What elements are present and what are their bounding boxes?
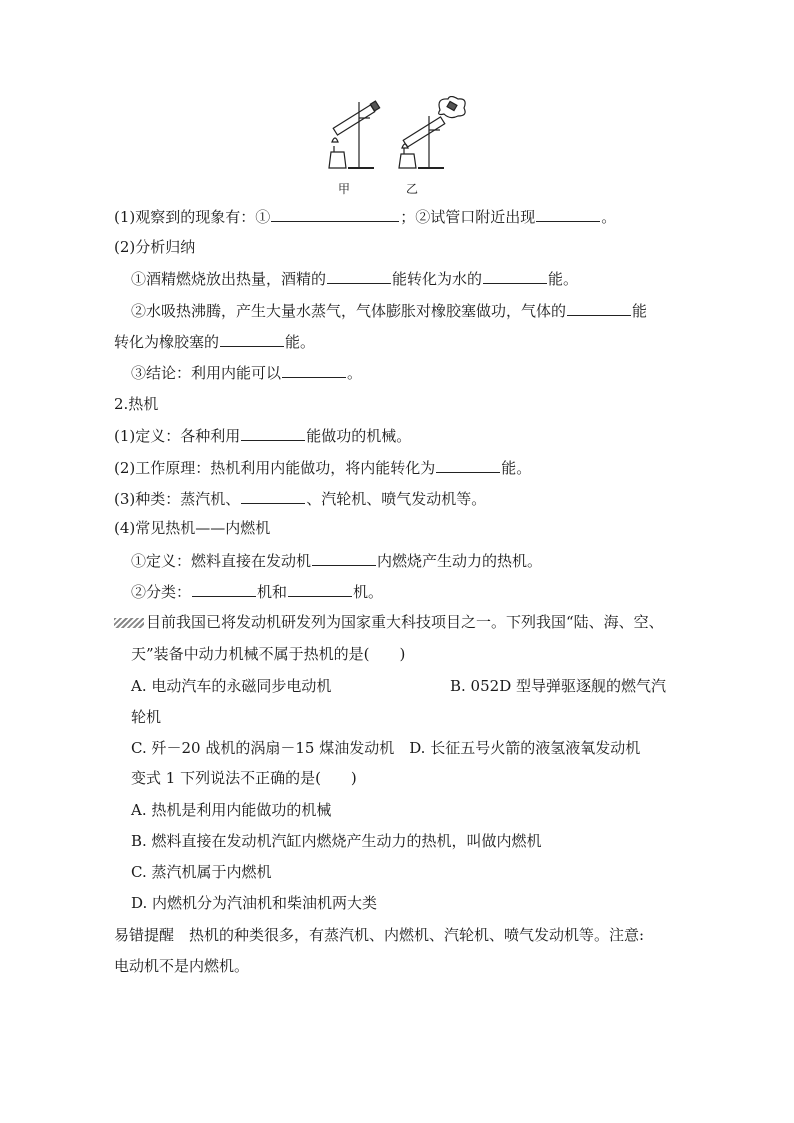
line-1 bbox=[114, 237, 195, 257]
answer-blank[interactable] bbox=[536, 206, 600, 222]
caption-jia: 甲 bbox=[338, 182, 351, 196]
apparatus-jia bbox=[329, 101, 380, 168]
example-tag-icon bbox=[114, 618, 144, 628]
line-19 bbox=[131, 768, 357, 788]
answer-blank[interactable] bbox=[241, 425, 305, 441]
line-text: 。 bbox=[601, 208, 617, 226]
apparatus-illustration bbox=[322, 96, 472, 178]
answer-blank[interactable] bbox=[241, 488, 305, 504]
line-text: ①定义：燃料直接在发动机 bbox=[131, 552, 312, 570]
line-5 bbox=[131, 362, 362, 383]
line-0 bbox=[114, 206, 616, 227]
line-text: 天”装备中动力机械不属于热机的是( ) bbox=[131, 645, 406, 663]
answer-blank[interactable] bbox=[282, 362, 346, 378]
line-text: B. 052D 型导弹驱逐舰的燃气汽 bbox=[450, 677, 666, 695]
line-text: 易错提醒 热机的种类很多，有蒸汽机、内燃机、汽轮机、喷气发动机等。注意: bbox=[114, 926, 645, 944]
line-22 bbox=[131, 862, 271, 882]
line-text: 能。 bbox=[501, 459, 532, 477]
line-text: 变式 1 下列说法不正确的是( ) bbox=[131, 769, 357, 787]
line-text: (1)观察到的现象有：① bbox=[114, 208, 271, 226]
line-text: 能。 bbox=[548, 270, 579, 288]
line-text: 能。 bbox=[285, 333, 316, 351]
line-12 bbox=[131, 581, 383, 602]
line-text: C. 歼－20 战机的涡扇－15 煤油发动机 D. 长征五号火箭的液氢液氧发动机 bbox=[131, 739, 641, 757]
line-text: 2.热机 bbox=[114, 395, 159, 413]
line-16 bbox=[450, 676, 666, 696]
experiment-figure bbox=[322, 96, 472, 196]
line-text: ②水吸热沸腾，产生大量水蒸气，气体膨胀对橡胶塞做功，气体的 bbox=[131, 302, 567, 320]
line-25 bbox=[114, 956, 249, 976]
line-2 bbox=[131, 268, 578, 289]
line-15 bbox=[131, 676, 331, 696]
line-text: 轮机 bbox=[131, 708, 162, 726]
answer-blank[interactable] bbox=[436, 457, 500, 473]
line-21 bbox=[131, 831, 542, 851]
answer-blank[interactable] bbox=[567, 300, 631, 316]
line-text: 内燃烧产生动力的热机。 bbox=[377, 552, 543, 570]
line-18 bbox=[131, 738, 640, 758]
line-text: ；②试管口附近出现 bbox=[400, 208, 536, 226]
line-7 bbox=[114, 425, 411, 446]
line-text: 机。 bbox=[353, 583, 384, 601]
line-text: 能 bbox=[632, 302, 648, 320]
line-text: (1)定义：各种利用 bbox=[114, 427, 241, 445]
line-text: 能做功的机械。 bbox=[306, 427, 412, 445]
line-text: (2)工作原理：热机利用内能做功，将内能转化为 bbox=[114, 459, 436, 477]
line-text: D. 内燃机分为汽油机和柴油机两大类 bbox=[131, 894, 378, 912]
line-8 bbox=[114, 457, 531, 478]
line-text: C. 蒸汽机属于内燃机 bbox=[131, 863, 272, 881]
line-text: (4)常见热机——内燃机 bbox=[114, 519, 271, 537]
line-11 bbox=[131, 550, 542, 571]
line-text: (2)分析归纳 bbox=[114, 238, 196, 256]
line-13 bbox=[114, 612, 664, 632]
line-text: A. 电动汽车的永磁同步电动机 bbox=[131, 677, 332, 695]
line-4 bbox=[114, 331, 315, 352]
line-9 bbox=[114, 488, 486, 509]
line-text: 目前我国已将发动机研发列为国家重大科技项目之一。下列我国“陆、海、空、 bbox=[146, 613, 664, 631]
line-text: 电动机不是内燃机。 bbox=[114, 957, 250, 975]
answer-blank[interactable] bbox=[288, 581, 352, 597]
line-text: ①酒精燃烧放出热量，酒精的 bbox=[131, 270, 327, 288]
line-text: ②分类： bbox=[131, 583, 192, 601]
line-text: 机和 bbox=[257, 583, 288, 601]
line-text: 能转化为水的 bbox=[392, 270, 483, 288]
line-20 bbox=[131, 800, 331, 820]
answer-blank[interactable] bbox=[271, 206, 399, 222]
line-23 bbox=[131, 893, 377, 913]
line-text: A. 热机是利用内能做功的机械 bbox=[131, 801, 332, 819]
line-24 bbox=[114, 925, 644, 945]
answer-blank[interactable] bbox=[483, 268, 547, 284]
caption-yi: 乙 bbox=[406, 182, 419, 196]
line-6 bbox=[114, 394, 158, 414]
answer-blank[interactable] bbox=[220, 331, 284, 347]
line-14 bbox=[131, 644, 405, 664]
line-text: 、汽轮机、喷气发动机等。 bbox=[306, 490, 487, 508]
answer-blank[interactable] bbox=[327, 268, 391, 284]
apparatus-yi bbox=[399, 97, 465, 169]
answer-blank[interactable] bbox=[312, 550, 376, 566]
answer-blank[interactable] bbox=[192, 581, 256, 597]
line-3 bbox=[131, 300, 647, 321]
line-17 bbox=[131, 707, 161, 727]
line-text: 转化为橡胶塞的 bbox=[114, 333, 220, 351]
line-10 bbox=[114, 518, 270, 538]
line-text: ③结论：利用内能可以 bbox=[131, 364, 282, 382]
line-text: B. 燃料直接在发动机汽缸内燃烧产生动力的热机，叫做内燃机 bbox=[131, 832, 542, 850]
line-text: (3)种类：蒸汽机、 bbox=[114, 490, 241, 508]
line-text: 。 bbox=[347, 364, 363, 382]
